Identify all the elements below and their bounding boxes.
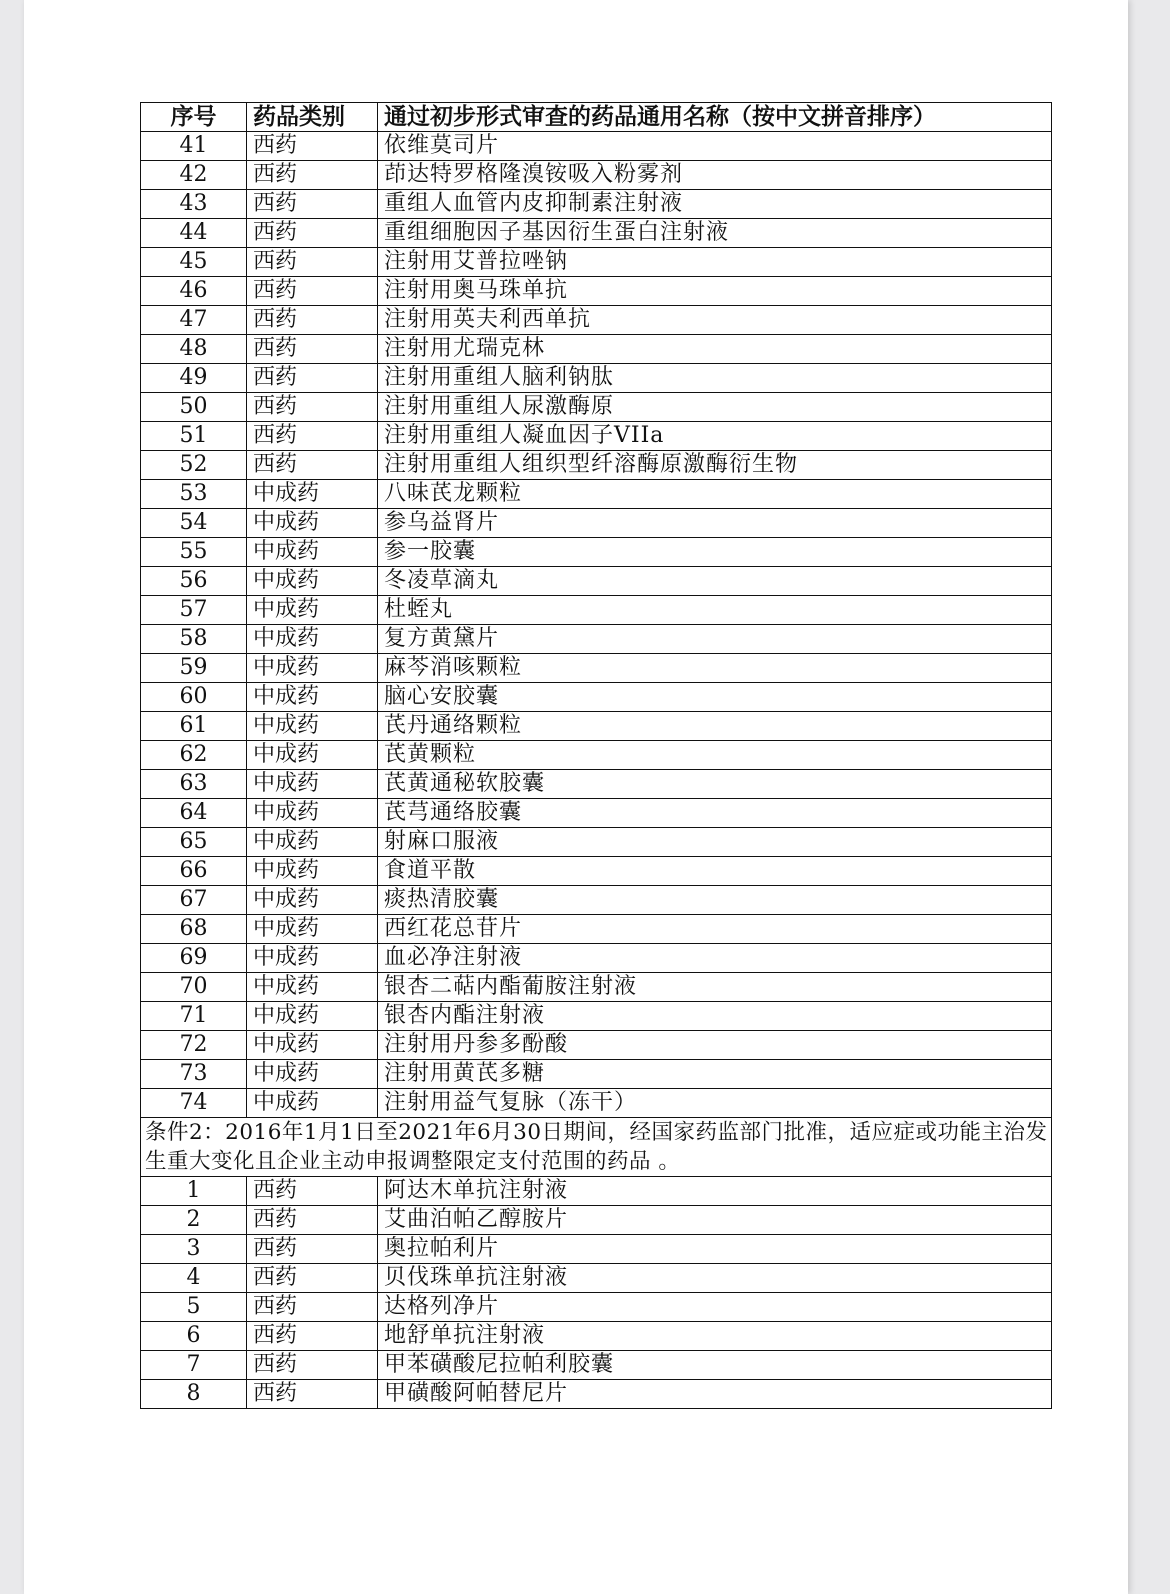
drug-category-cell: 西药 [247,248,378,277]
serial-number-cell: 68 [141,915,247,944]
drug-name-cell: 茚达特罗格隆溴铵吸入粉雾剂 [378,161,1052,190]
table-row [141,132,1052,161]
drug-category-cell: 西药 [247,1264,378,1293]
serial-number-cell: 71 [141,1002,247,1031]
document-page [24,0,1128,1594]
table-row [141,596,1052,625]
drug-category-cell: 西药 [247,1177,378,1206]
drug-category-cell: 西药 [247,393,378,422]
drug-name-cell: 参乌益肾片 [378,509,1052,538]
drug-name-cell: 重组细胞因子基因衍生蛋白注射液 [378,219,1052,248]
table-row [141,1380,1052,1409]
drug-category-cell: 中成药 [247,480,378,509]
serial-number-cell: 65 [141,828,247,857]
table-row [141,973,1052,1002]
table-row [141,480,1052,509]
drug-category-cell: 西药 [247,306,378,335]
drug-category-cell: 中成药 [247,654,378,683]
drug-name-cell: 甲磺酸阿帕替尼片 [378,1380,1052,1409]
drug-name-cell: 射麻口服液 [378,828,1052,857]
header-drug-category: 药品类别 [247,103,378,132]
serial-number-cell: 64 [141,799,247,828]
drug-category-cell: 西药 [247,161,378,190]
serial-number-cell: 58 [141,625,247,654]
table-row [141,1002,1052,1031]
condition-row [141,1118,1052,1177]
drug-name-cell: 注射用重组人尿激酶原 [378,393,1052,422]
drug-category-cell: 中成药 [247,712,378,741]
serial-number-cell: 54 [141,509,247,538]
table-row [141,857,1052,886]
drug-name-cell: 芪丹通络颗粒 [378,712,1052,741]
table-row [141,509,1052,538]
drug-category-cell: 西药 [247,335,378,364]
table-row [141,915,1052,944]
drug-name-cell: 芪芎通络胶囊 [378,799,1052,828]
drug-category-cell: 西药 [247,1293,378,1322]
serial-number-cell: 70 [141,973,247,1002]
table-row [141,277,1052,306]
serial-number-cell: 53 [141,480,247,509]
table-row [141,799,1052,828]
drug-name-cell: 食道平散 [378,857,1052,886]
serial-number-cell: 61 [141,712,247,741]
drug-name-cell: 冬凌草滴丸 [378,567,1052,596]
table-row [141,538,1052,567]
drug-category-cell: 中成药 [247,915,378,944]
serial-number-cell: 2 [141,1206,247,1235]
table-row [141,683,1052,712]
table-row [141,886,1052,915]
drug-category-cell: 中成药 [247,538,378,567]
drug-name-cell: 注射用重组人脑利钠肽 [378,364,1052,393]
serial-number-cell: 47 [141,306,247,335]
table-row [141,1089,1052,1118]
drug-name-cell: 注射用奥马珠单抗 [378,277,1052,306]
table-row [141,625,1052,654]
serial-number-cell: 66 [141,857,247,886]
drug-category-cell: 西药 [247,1206,378,1235]
drug-category-cell: 中成药 [247,973,378,1002]
drug-name-cell: 重组人血管内皮抑制素注射液 [378,190,1052,219]
drug-name-cell: 银杏二萜内酯葡胺注射液 [378,973,1052,1002]
drug-category-cell: 中成药 [247,857,378,886]
drug-category-cell: 中成药 [247,770,378,799]
serial-number-cell: 72 [141,1031,247,1060]
drug-name-cell: 阿达木单抗注射液 [378,1177,1052,1206]
serial-number-cell: 62 [141,741,247,770]
serial-number-cell: 60 [141,683,247,712]
drug-category-cell: 西药 [247,422,378,451]
serial-number-cell: 5 [141,1293,247,1322]
drug-name-cell: 注射用黄芪多糖 [378,1060,1052,1089]
drug-category-cell: 西药 [247,132,378,161]
table-row [141,1351,1052,1380]
serial-number-cell: 45 [141,248,247,277]
drug-category-cell: 西药 [247,277,378,306]
table-row [141,364,1052,393]
table-row [141,161,1052,190]
serial-number-cell: 48 [141,335,247,364]
table-row [141,828,1052,857]
table-row [141,654,1052,683]
serial-number-cell: 4 [141,1264,247,1293]
drug-name-cell: 贝伐珠单抗注射液 [378,1264,1052,1293]
serial-number-cell: 51 [141,422,247,451]
serial-number-cell: 42 [141,161,247,190]
group1-rows [141,132,1052,1118]
drug-name-cell: 注射用重组人组织型纤溶酶原激酶衍生物 [378,451,1052,480]
table-row [141,712,1052,741]
serial-number-cell: 67 [141,886,247,915]
drug-name-cell: 八味芪龙颗粒 [378,480,1052,509]
drug-name-cell: 达格列净片 [378,1293,1052,1322]
table-row [141,944,1052,973]
drug-name-cell: 注射用益气复脉（冻干） [378,1089,1052,1118]
drug-category-cell: 西药 [247,1322,378,1351]
serial-number-cell: 1 [141,1177,247,1206]
serial-number-cell: 56 [141,567,247,596]
drug-name-cell: 参一胶囊 [378,538,1052,567]
drug-name-cell: 地舒单抗注射液 [378,1322,1052,1351]
serial-number-cell: 57 [141,596,247,625]
table-row [141,1031,1052,1060]
drug-category-cell: 西药 [247,451,378,480]
drug-name-cell: 注射用尤瑞克林 [378,335,1052,364]
table-row [141,190,1052,219]
drug-category-cell: 中成药 [247,567,378,596]
table-row [141,741,1052,770]
condition-2-text: 条件2：2016年1月1日至2021年6月30日期间，经国家药监部门批准，适应症或功能主治发生重大变化且企业主动申报调整限定支付范围的药品 。 [141,1118,1052,1177]
drug-category-cell: 西药 [247,1380,378,1409]
table-row [141,1060,1052,1089]
drug-category-cell: 中成药 [247,596,378,625]
table-row [141,335,1052,364]
drug-name-cell: 奥拉帕利片 [378,1235,1052,1264]
drug-name-cell: 复方黄黛片 [378,625,1052,654]
drug-category-cell: 中成药 [247,1060,378,1089]
drug-name-cell: 麻芩消咳颗粒 [378,654,1052,683]
table-row [141,248,1052,277]
drug-category-cell: 西药 [247,1235,378,1264]
serial-number-cell: 59 [141,654,247,683]
drug-category-cell: 中成药 [247,1089,378,1118]
table-row [141,393,1052,422]
table-row [141,1264,1052,1293]
drug-name-cell: 芪黄通秘软胶囊 [378,770,1052,799]
drug-name-cell: 脑心安胶囊 [378,683,1052,712]
drug-category-cell: 中成药 [247,799,378,828]
serial-number-cell: 8 [141,1380,247,1409]
drug-name-cell: 注射用丹参多酚酸 [378,1031,1052,1060]
drug-name-cell: 血必净注射液 [378,944,1052,973]
table-row [141,451,1052,480]
serial-number-cell: 7 [141,1351,247,1380]
serial-number-cell: 73 [141,1060,247,1089]
serial-number-cell: 6 [141,1322,247,1351]
table-row [141,306,1052,335]
drug-name-cell: 注射用英夫利西单抗 [378,306,1052,335]
drug-category-cell: 中成药 [247,886,378,915]
drug-category-cell: 中成药 [247,741,378,770]
serial-number-cell: 49 [141,364,247,393]
header-serial-number: 序号 [141,103,247,132]
serial-number-cell: 46 [141,277,247,306]
drug-category-cell: 中成药 [247,1031,378,1060]
serial-number-cell: 43 [141,190,247,219]
serial-number-cell: 41 [141,132,247,161]
drug-name-cell: 银杏内酯注射液 [378,1002,1052,1031]
table-row [141,1235,1052,1264]
drug-name-cell: 注射用重组人凝血因子VIIa [378,422,1052,451]
serial-number-cell: 69 [141,944,247,973]
drug-category-cell: 西药 [247,1351,378,1380]
drug-category-cell: 中成药 [247,1002,378,1031]
table-row [141,567,1052,596]
drug-name-cell: 甲苯磺酸尼拉帕利胶囊 [378,1351,1052,1380]
table-row [141,770,1052,799]
drug-category-cell: 中成药 [247,509,378,538]
table-row [141,1322,1052,1351]
group2-rows [141,1177,1052,1409]
serial-number-cell: 63 [141,770,247,799]
drug-category-cell: 西药 [247,219,378,248]
condition-section [141,1118,1052,1177]
header-drug-name: 通过初步形式审查的药品通用名称（按中文拼音排序） [378,103,1052,132]
drug-name-cell: 芪黄颗粒 [378,741,1052,770]
table-row [141,422,1052,451]
table-row [141,219,1052,248]
serial-number-cell: 74 [141,1089,247,1118]
drug-name-cell: 注射用艾普拉唑钠 [378,248,1052,277]
serial-number-cell: 3 [141,1235,247,1264]
drug-category-cell: 中成药 [247,683,378,712]
table-row [141,1206,1052,1235]
drug-category-cell: 中成药 [247,828,378,857]
drug-list-table [140,102,1052,1409]
serial-number-cell: 55 [141,538,247,567]
table-header-row [141,103,1052,132]
table-row [141,1293,1052,1322]
serial-number-cell: 44 [141,219,247,248]
serial-number-cell: 50 [141,393,247,422]
drug-category-cell: 中成药 [247,625,378,654]
drug-name-cell: 杜蛭丸 [378,596,1052,625]
drug-category-cell: 西药 [247,190,378,219]
serial-number-cell: 52 [141,451,247,480]
drug-name-cell: 依维莫司片 [378,132,1052,161]
drug-category-cell: 中成药 [247,944,378,973]
drug-category-cell: 西药 [247,364,378,393]
drug-name-cell: 西红花总苷片 [378,915,1052,944]
drug-name-cell: 艾曲泊帕乙醇胺片 [378,1206,1052,1235]
drug-name-cell: 痰热清胶囊 [378,886,1052,915]
table-row [141,1177,1052,1206]
